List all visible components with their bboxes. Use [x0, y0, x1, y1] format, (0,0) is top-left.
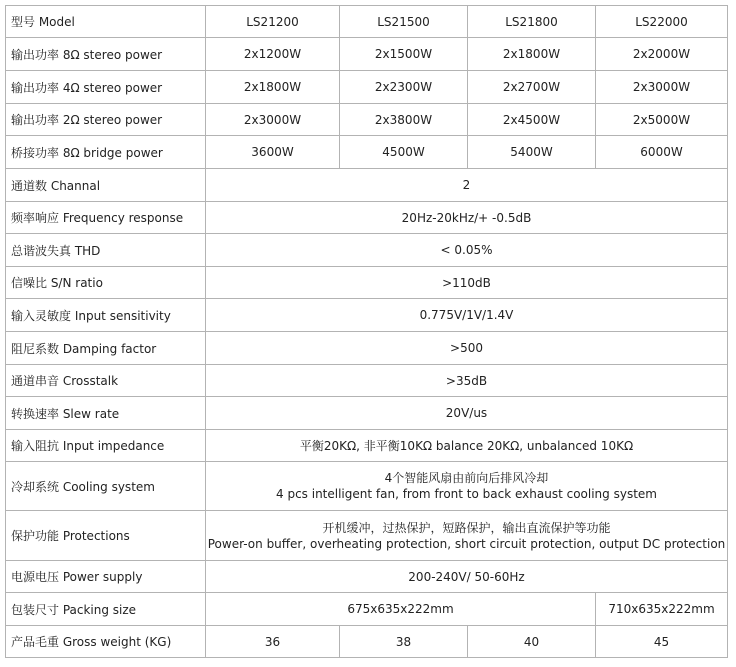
bridge-power-row	[6, 136, 728, 169]
row-label: 转换速率 Slew rate	[6, 397, 206, 430]
shared-value: < 0.05%	[206, 234, 728, 267]
crosstalk-row	[6, 365, 728, 397]
frequency-row	[6, 202, 728, 234]
shared-value: >35dB	[206, 365, 728, 397]
row-label: 频率响应 Frequency response	[6, 202, 206, 234]
power-value: 2x2000W	[596, 38, 728, 71]
weight-value: 45	[596, 626, 728, 658]
power-value: 2x3800W	[340, 104, 468, 136]
power-value: 2x5000W	[596, 104, 728, 136]
weight-value: 36	[206, 626, 340, 658]
packing-value-a: 675x635x222mm	[206, 593, 596, 626]
shared-value: 200-240V/ 50-60Hz	[206, 561, 728, 593]
power-value: 2x1800W	[468, 38, 596, 71]
row-label: 输入阻抗 Input impedance	[6, 430, 206, 462]
row-label: 电源电压 Power supply	[6, 561, 206, 593]
row-label: 冷却系统 Cooling system	[6, 462, 206, 511]
power-value: 6000W	[596, 136, 728, 169]
packing-value-b: 710x635x222mm	[596, 593, 728, 626]
thd-row	[6, 234, 728, 267]
protections-value	[206, 511, 728, 561]
power-value: 2x1500W	[340, 38, 468, 71]
protections-line-zh: 开机缓冲，过热保护，短路保护，输出直流保护等功能	[322, 520, 611, 535]
shared-value: 20Hz-20kHz/+ -0.5dB	[206, 202, 728, 234]
shared-value: 2	[206, 169, 728, 202]
row-label: 包装尺寸 Packing size	[6, 593, 206, 626]
row-label: 输出功率 2Ω stereo power	[6, 104, 206, 136]
shared-value: 0.775V/1V/1.4V	[206, 299, 728, 332]
power-supply-row	[6, 561, 728, 593]
row-label: 保护功能 Protections	[6, 511, 206, 561]
power-value: 2x3000W	[596, 71, 728, 104]
cooling-value	[206, 462, 728, 511]
power-value: 2x2700W	[468, 71, 596, 104]
row-label: 输出功率 4Ω stereo power	[6, 71, 206, 104]
row-label: 信噪比 S/N ratio	[6, 267, 206, 299]
model-ls21800: LS21800	[468, 6, 596, 38]
weight-row	[6, 626, 728, 658]
cooling-row	[6, 462, 728, 511]
cooling-line-zh: 4个智能风扇由前向后排风冷却	[384, 471, 549, 485]
power-row-4ohm	[6, 71, 728, 104]
power-value: 2x3000W	[206, 104, 340, 136]
power-value: 2x1200W	[206, 38, 340, 71]
damping-row	[6, 332, 728, 365]
row-label: 输出功率 8Ω stereo power	[6, 38, 206, 71]
power-row-2ohm	[6, 104, 728, 136]
cooling-line-en: 4 pcs intelligent fan, from front to back exhaust cooling system	[276, 487, 657, 501]
row-label: 桥接功率 8Ω bridge power	[6, 136, 206, 169]
snr-row	[6, 267, 728, 299]
header-row	[6, 6, 728, 38]
protections-row	[6, 511, 728, 561]
impedance-row	[6, 430, 728, 462]
model-ls21500: LS21500	[340, 6, 468, 38]
packing-row	[6, 593, 728, 626]
model-ls22000: LS22000	[596, 6, 728, 38]
row-label: 输入灵敏度 Input sensitivity	[6, 299, 206, 332]
model-label: 型号 Model	[6, 6, 206, 38]
row-label: 通道数 Channal	[6, 169, 206, 202]
weight-value: 40	[468, 626, 596, 658]
power-value: 4500W	[340, 136, 468, 169]
shared-value: >110dB	[206, 267, 728, 299]
row-label: 总谐波失真 THD	[6, 234, 206, 267]
power-value: 3600W	[206, 136, 340, 169]
shared-value: 20V/us	[206, 397, 728, 430]
weight-value: 38	[340, 626, 468, 658]
protections-line-en: Power-on buffer, overheating protection, short circuit protection, output DC protection	[207, 536, 726, 551]
row-label: 阻尼系数 Damping factor	[6, 332, 206, 365]
power-value: 5400W	[468, 136, 596, 169]
shared-value: >500	[206, 332, 728, 365]
shared-value: 平衡20KΩ, 非平衡10KΩ balance 20KΩ, unbalanced 10KΩ	[206, 430, 728, 462]
power-value: 2x4500W	[468, 104, 596, 136]
model-ls21200: LS21200	[206, 6, 340, 38]
slew-rate-row	[6, 397, 728, 430]
power-row-8ohm	[6, 38, 728, 71]
channel-row	[6, 169, 728, 202]
power-value: 2x1800W	[206, 71, 340, 104]
power-value: 2x2300W	[340, 71, 468, 104]
row-label: 通道串音 Crosstalk	[6, 365, 206, 397]
sensitivity-row	[6, 299, 728, 332]
row-label: 产品毛重 Gross weight (KG)	[6, 626, 206, 658]
spec-table	[5, 5, 728, 658]
